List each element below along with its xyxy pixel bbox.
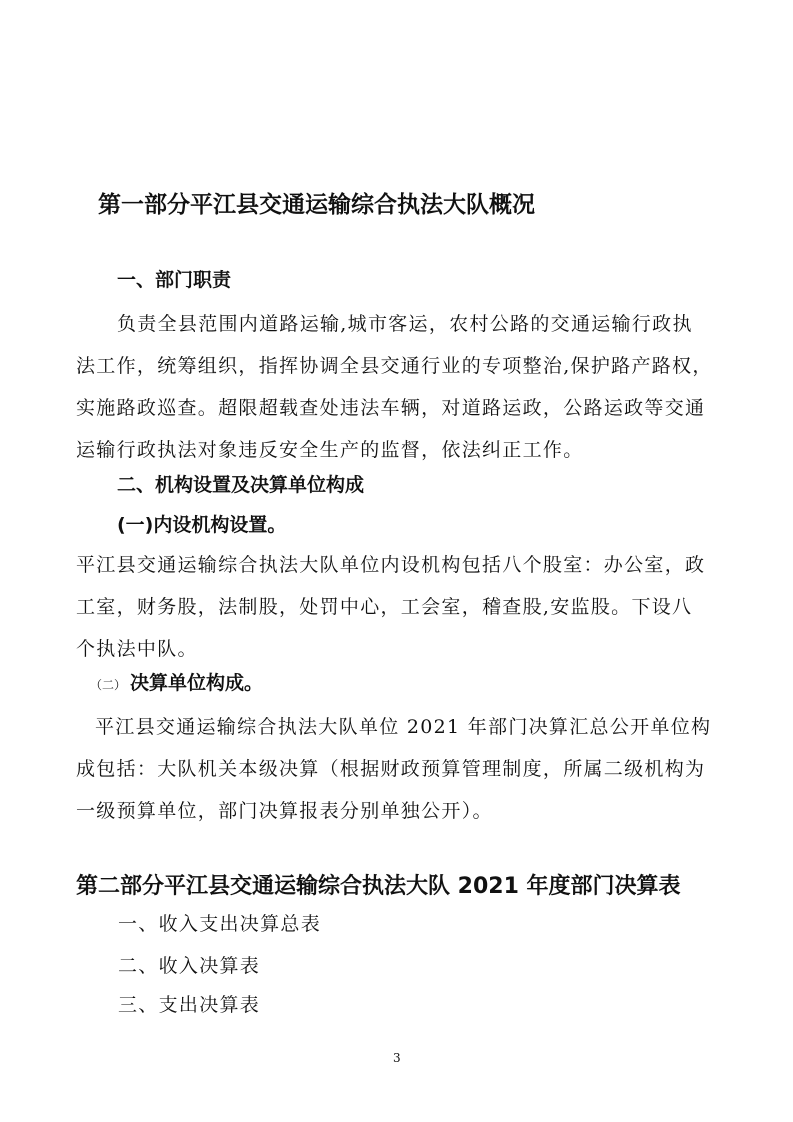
subsection1-line-1: 平江县交通运输综合执法大队单位内设机构包括八个股室：办公室，政 bbox=[76, 554, 706, 576]
subsection2-heading bbox=[90, 668, 263, 695]
subsection2-marker: （二） bbox=[90, 678, 127, 692]
subsection2-heading-text: 决算单位构成。 bbox=[130, 672, 264, 694]
subsection2-line-3: 一级预算单位，部门决算报表分别单独公开）。 bbox=[76, 800, 493, 822]
part2-item-3: 三、支出决算表 bbox=[118, 994, 261, 1016]
part1-title: 第一部分平江县交通运输综合执法大队概况 bbox=[98, 192, 535, 218]
section1-heading: 一、部门职责 bbox=[117, 269, 232, 291]
section1-line-3: 实施路政巡查。超限超载查处违法车辆，对道路运政，公路运政等交通 bbox=[76, 397, 706, 419]
subsection2-line-2: 成包括：大队机关本级决算（根据财政预算管理制度，所属二级机构为 bbox=[76, 758, 706, 780]
section1-line-4: 运输行政执法对象违反安全生产的监督，依法纠正工作。 bbox=[76, 439, 584, 461]
section1-line-2: 法工作，统筹组织，指挥协调全县交通行业的专项整治,保护路产路权， bbox=[76, 355, 713, 377]
subsection1-line-2: 工室，财务股，法制股，处罚中心，工会室，稽查股,安监股。下设八 bbox=[76, 596, 693, 618]
part2-item-2: 二、收入决算表 bbox=[118, 955, 261, 977]
subsection2-line-1: 平江县交通运输综合执法大队单位 2021 年部门决算汇总公开单位构 bbox=[95, 716, 712, 738]
subsection1-line-3: 个执法中队。 bbox=[76, 638, 198, 660]
page-number: 3 bbox=[393, 1051, 401, 1065]
section1-line-1: 负责全县范围内道路运输,城市客运，农村公路的交通运输行政执 bbox=[117, 313, 693, 335]
part2-item-1: 一、收入支出决算总表 bbox=[118, 913, 322, 935]
section2-heading: 二、机构设置及决算单位构成 bbox=[117, 474, 365, 496]
part2-title: 第二部分平江县交通运输综合执法大队 2021 年度部门决算表 bbox=[76, 874, 681, 899]
subsection1-heading: (一)内设机构设置。 bbox=[117, 514, 287, 536]
